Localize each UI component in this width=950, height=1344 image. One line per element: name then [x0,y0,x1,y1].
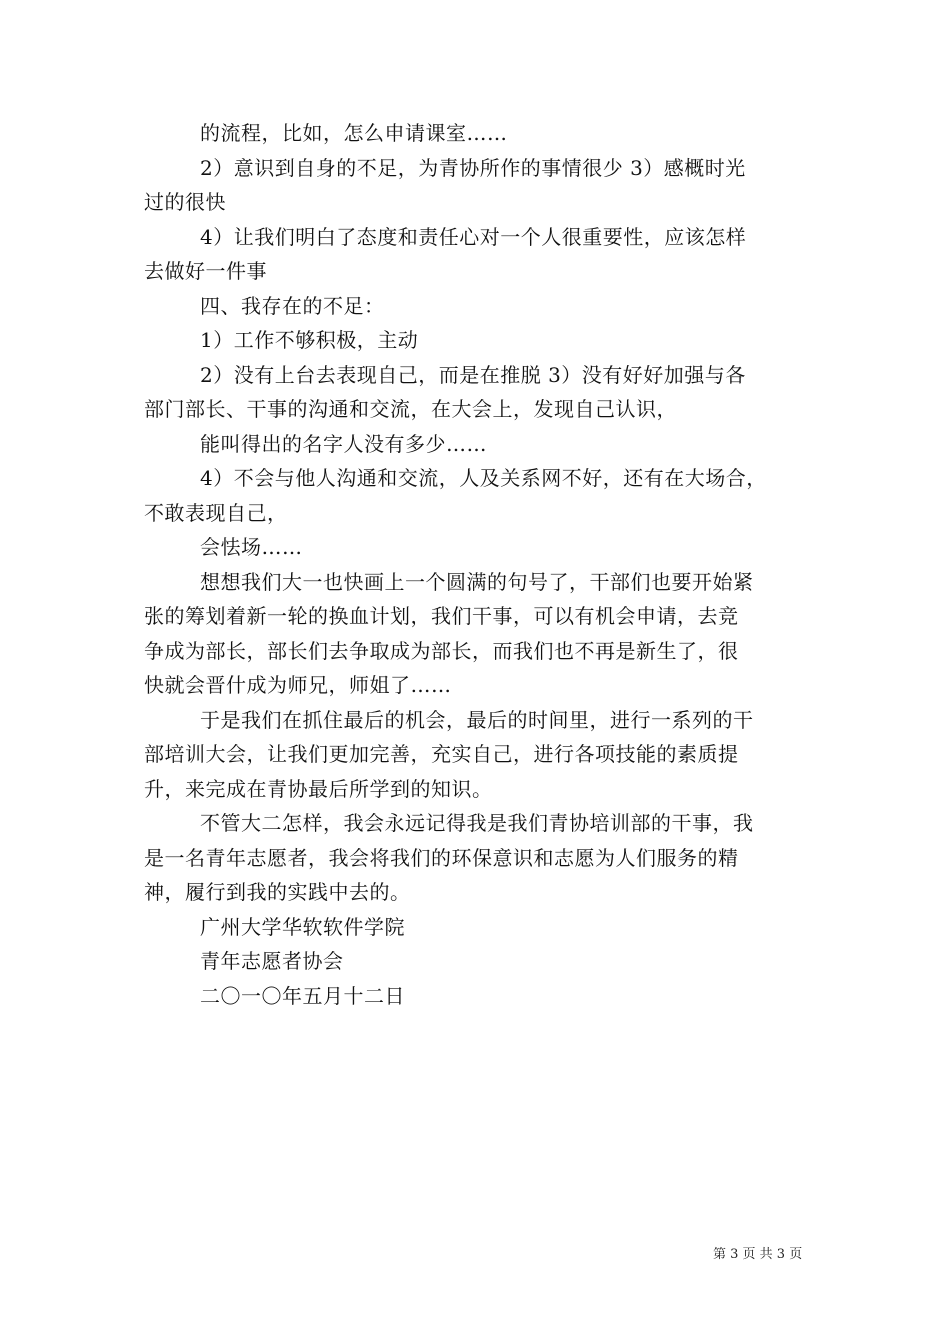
text-line: 2）意识到自身的不足，为青协所作的事情很少 3）感概时光 [200,155,746,180]
page-number-footer: 第 3 页 共 3 页 [713,1247,803,1262]
text-line: 张的筹划着新一轮的换血计划，我们干事，可以有机会申请，去竞 [144,604,739,628]
text-line: 二〇一〇年五月十二日 [200,983,405,1008]
text-line: 想想我们大一也快画上一个圆满的句号了，干部们也要开始紧 [200,569,754,594]
text-line: 能叫得出的名字人没有多少…… [200,431,487,456]
text-line: 4）不会与他人沟通和交流，人及关系网不好，还有在大场合， [200,466,767,490]
text-line: 部培训大会，让我们更加完善，充实自己，进行各项技能的素质提 [144,742,739,766]
text-line: 广州大学华软软件学院 [200,914,405,939]
text-line: 的流程，比如，怎么申请课室…… [200,121,508,145]
text-line: 4）让我们明白了态度和责任心对一个人很重要性，应该怎样 [200,224,747,249]
text-line: 于是我们在抓住最后的机会，最后的时间里，进行一系列的干 [200,707,754,732]
text-line: 升，来完成在青协最后所学到的知识。 [144,776,493,801]
text-line: 过的很快 [144,190,226,214]
text-line: 会怯场…… [200,535,303,559]
text-line: 1）工作不够积极，主动 [200,328,419,352]
text-line: 青年志愿者协会 [200,949,344,973]
text-line: 部门部长、干事的沟通和交流，在大会上，发现自己认识， [144,397,677,421]
text-line: 争成为部长，部长们去争取成为部长，而我们也不再是新生了，很 [144,638,739,663]
text-line: 快就会晋什成为师兄，师姐了…… [144,673,452,697]
text-line: 2）没有上台去表现自己，而是在推脱 3）没有好好加强与各 [200,362,746,387]
text-line: 四、我存在的不足： [200,293,385,318]
text-line: 不管大二怎样，我会永远记得我是我们青协培训部的干事，我 [200,811,754,835]
text-line: 不敢表现自己， [144,500,288,525]
text-line: 是一名青年志愿者，我会将我们的环保意识和志愿为人们服务的精 [144,845,739,870]
document-body [144,116,824,1013]
text-line: 神，履行到我的实践中去的。 [144,880,411,904]
text-line: 去做好一件事 [144,259,267,283]
